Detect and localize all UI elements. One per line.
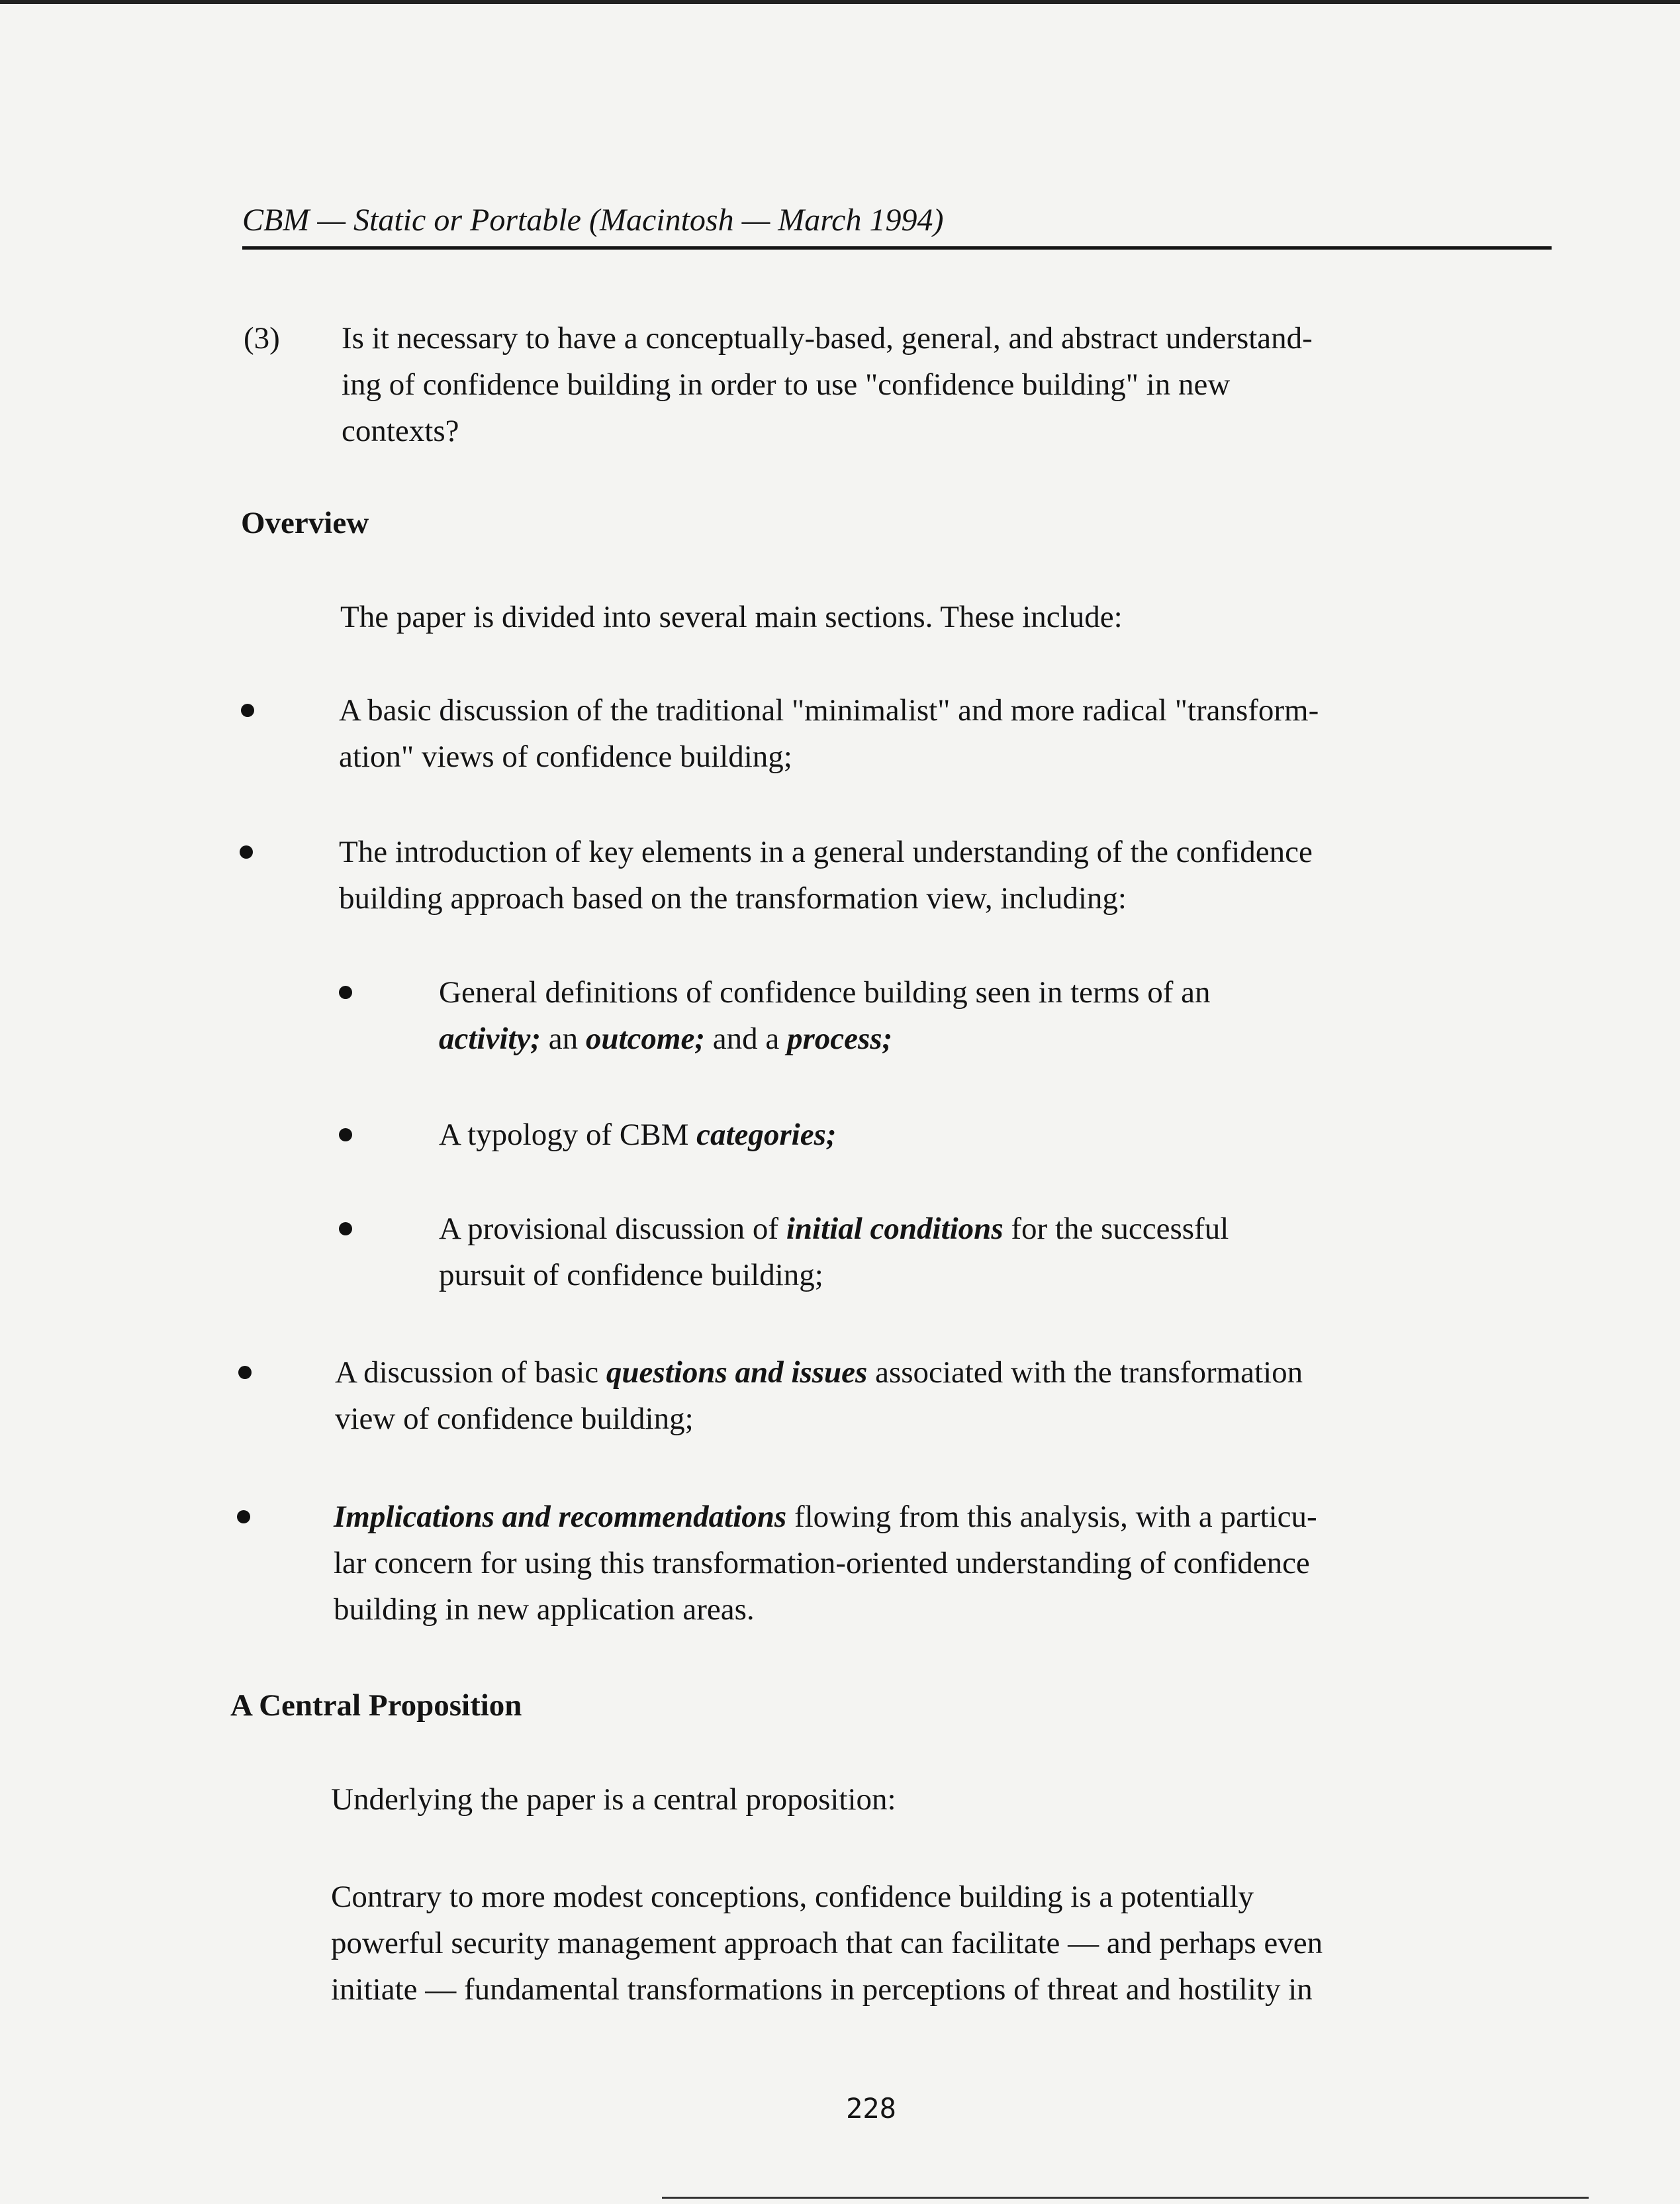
emphasis-implications: Implications and recommendations <box>334 1500 787 1534</box>
running-header: CBM — Static or Portable (Macintosh — March 1994) <box>242 203 944 238</box>
header-rule <box>242 246 1552 250</box>
text-run: A discussion of basic <box>335 1355 606 1390</box>
emphasis-process: process; <box>786 1022 893 1056</box>
question-text <box>342 315 1313 454</box>
bullet-dot <box>238 1366 252 1379</box>
sub-line <box>439 1206 1229 1252</box>
bullet-item-key-elements <box>339 829 1313 922</box>
page-number: 228 <box>846 2092 896 2125</box>
question-line-3: contexts? <box>342 414 459 448</box>
bullet-line <box>334 1494 1317 1540</box>
page-bottom-edge <box>662 2197 1589 2199</box>
bullet-line <box>335 1349 1303 1396</box>
text-run: an <box>540 1022 586 1056</box>
central-proposition-heading: A Central Proposition <box>230 1688 522 1723</box>
question-line-1: Is it necessary to have a conceptually-based, general, and abstract understand- <box>342 321 1313 356</box>
proposition-line: initiate — fundamental transformations in perceptions of threat and hostility in <box>331 1972 1313 2007</box>
emphasis-activity: activity; <box>439 1022 541 1056</box>
text-run: associated with the transformation <box>867 1355 1303 1390</box>
sub-item-initial-conditions <box>439 1206 1229 1298</box>
overview-intro: The paper is divided into several main sections. These include: <box>340 600 1123 634</box>
bullet-line: lar concern for using this transformation-oriented understanding of confidence <box>334 1546 1310 1580</box>
central-proposition-text <box>331 1874 1323 2013</box>
central-intro: Underlying the paper is a central proposition: <box>331 1782 896 1817</box>
emphasis-questions-issues: questions and issues <box>606 1355 868 1390</box>
overview-heading: Overview <box>241 506 369 540</box>
bullet-line: The introduction of key elements in a general understanding of the confidence <box>339 835 1313 869</box>
text-run: and a <box>704 1022 787 1056</box>
sub-bullet-dot <box>339 1222 352 1235</box>
page-top-edge <box>0 0 1680 4</box>
text-run: A typology of CBM <box>439 1118 697 1152</box>
bullet-dot <box>241 704 254 717</box>
sub-item-definitions <box>439 969 1211 1062</box>
proposition-line: powerful security management approach that can facilitate — and perhaps even <box>331 1926 1323 1960</box>
bullet-item-implications <box>334 1494 1317 1633</box>
bullet-line: view of confidence building; <box>335 1402 694 1436</box>
text-run: for the successful <box>1003 1212 1229 1246</box>
bullet-line: building approach based on the transformation view, including: <box>339 881 1127 916</box>
emphasis-categories: categories; <box>696 1118 837 1152</box>
text-run: A provisional discussion of <box>439 1212 786 1246</box>
emphasis-initial-conditions: initial conditions <box>786 1212 1003 1246</box>
sub-line: General definitions of confidence building seen in terms of an <box>439 975 1211 1010</box>
bullet-line: building in new application areas. <box>334 1592 755 1627</box>
sub-item-typology <box>439 1112 837 1158</box>
bullet-line: A basic discussion of the traditional "minimalist" and more radical "transform- <box>339 693 1319 728</box>
text-run: flowing from this analysis, with a particu- <box>786 1500 1317 1534</box>
question-line-2: ing of confidence building in order to use "confidence building" in new <box>342 367 1231 402</box>
question-number: (3) <box>244 321 280 356</box>
sub-line: pursuit of confidence building; <box>439 1258 823 1292</box>
bullet-dot <box>237 1510 250 1523</box>
bullet-item-traditional-views <box>339 687 1319 780</box>
bullet-dot <box>240 845 253 859</box>
sub-line <box>439 1112 837 1158</box>
bullet-item-questions <box>335 1349 1303 1442</box>
emphasis-outcome: outcome; <box>585 1022 705 1056</box>
sub-line <box>439 1016 1211 1062</box>
bullet-line: ation" views of confidence building; <box>339 740 792 774</box>
proposition-line: Contrary to more modest conceptions, confidence building is a potentially <box>331 1880 1254 1914</box>
sub-bullet-dot <box>339 986 352 999</box>
sub-bullet-dot <box>339 1128 352 1141</box>
